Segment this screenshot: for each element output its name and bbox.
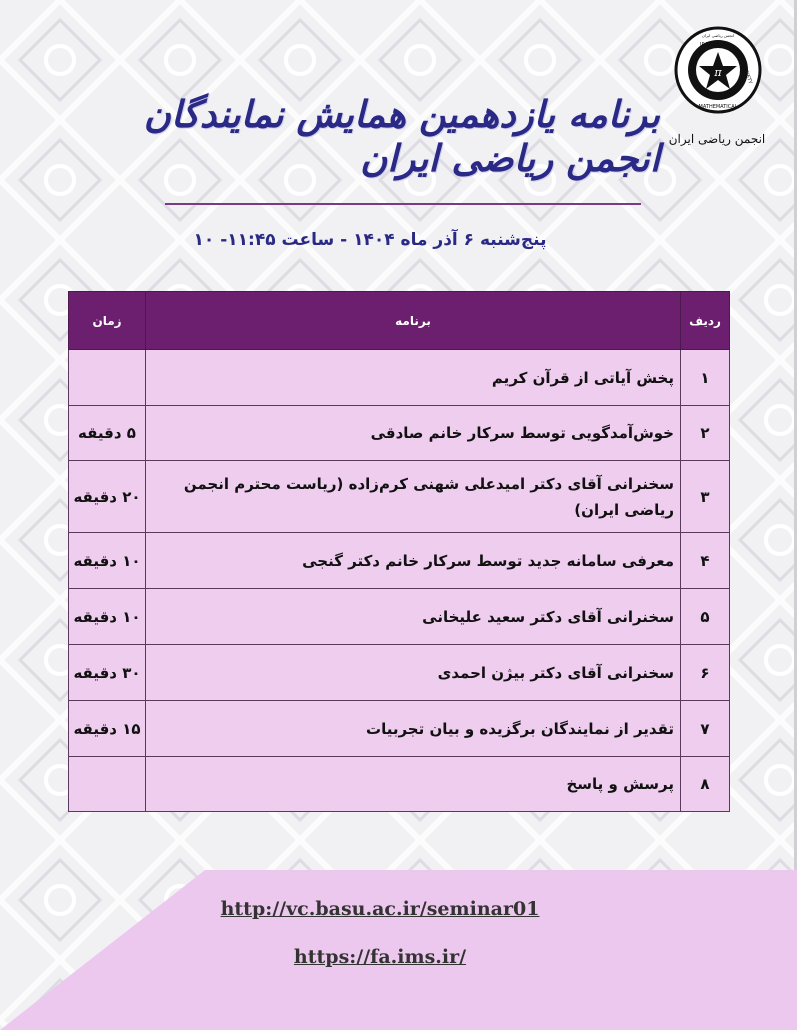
logo-emblem-text: انجمن ریاضی ایران [701,33,735,38]
row-number: ۲ [681,406,730,461]
program-table [68,291,730,812]
row-program: سخنرانی آقای دکتر امیدعلی شهنی کرم‌زاده (ریاست محترم انجمن ریاضی ایران) [146,461,681,533]
row-program: معرفی سامانه جدید توسط سرکار خانم دکتر گنجی [146,533,681,589]
title-divider [165,203,641,205]
row-program: سخنرانی آقای دکتر بیژن احمدی [146,645,681,701]
row-number: ۱ [681,350,730,406]
table-row [69,757,730,812]
row-number: ۵ [681,589,730,645]
row-number: ۶ [681,645,730,701]
row-time [69,757,146,812]
header-time: زمان [69,292,146,350]
row-program: سخنرانی آقای دکتر سعید علیخانی [146,589,681,645]
row-time: ۵ دقیقه [69,406,146,461]
table-row [69,461,730,533]
header-program: برنامه [146,292,681,350]
row-number: ۷ [681,701,730,757]
row-time: ۱۰ دقیقه [69,533,146,589]
row-program: پرسش و پاسخ [146,757,681,812]
ims-logo-icon [674,24,762,132]
table-row [69,406,730,461]
event-date: پنج‌شنبه ۶ آذر ماه ۱۴۰۴ - ساعت ۱۱:۴۵- ۱۰ [193,230,547,250]
table-header-row [69,292,730,350]
logo-ring-bottom-text: MATHEMATICAL [698,104,738,110]
row-time: ۲۰ دقیقه [69,461,146,533]
header-row-number: ردیف [681,292,730,350]
ims-website-link[interactable]: https://fa.ims.ir/ [293,946,467,968]
logo-ring-right-text: SOCIETY [740,62,754,85]
row-time: ۳۰ دقیقه [69,645,146,701]
row-number: ۸ [681,757,730,812]
row-time [69,350,146,406]
row-program: پخش آیاتی از قرآن کریم [146,350,681,406]
table-row [69,589,730,645]
row-number: ۳ [681,461,730,533]
row-program: تقدیر از نمایندگان برگزیده و بیان تجربیات [146,701,681,757]
table-row [69,701,730,757]
row-time: ۱۰ دقیقه [69,589,146,645]
row-number: ۴ [681,533,730,589]
table-row [69,350,730,406]
table-row [69,645,730,701]
logo-caption: انجمن ریاضی ایران [668,132,766,146]
table-row [69,533,730,589]
logo-ring-top-text: IRANIAN [700,42,721,48]
row-program: خوش‌آمدگویی توسط سرکار خانم صادقی [146,406,681,461]
svg-text:π: π [714,66,722,79]
seminar-link[interactable]: http://vc.basu.ac.ir/seminar01 [220,898,540,920]
page-title: برنامه یازدهمین همایش نمایندگان انجمن ریاضی ایران [143,92,660,180]
row-time: ۱۵ دقیقه [69,701,146,757]
